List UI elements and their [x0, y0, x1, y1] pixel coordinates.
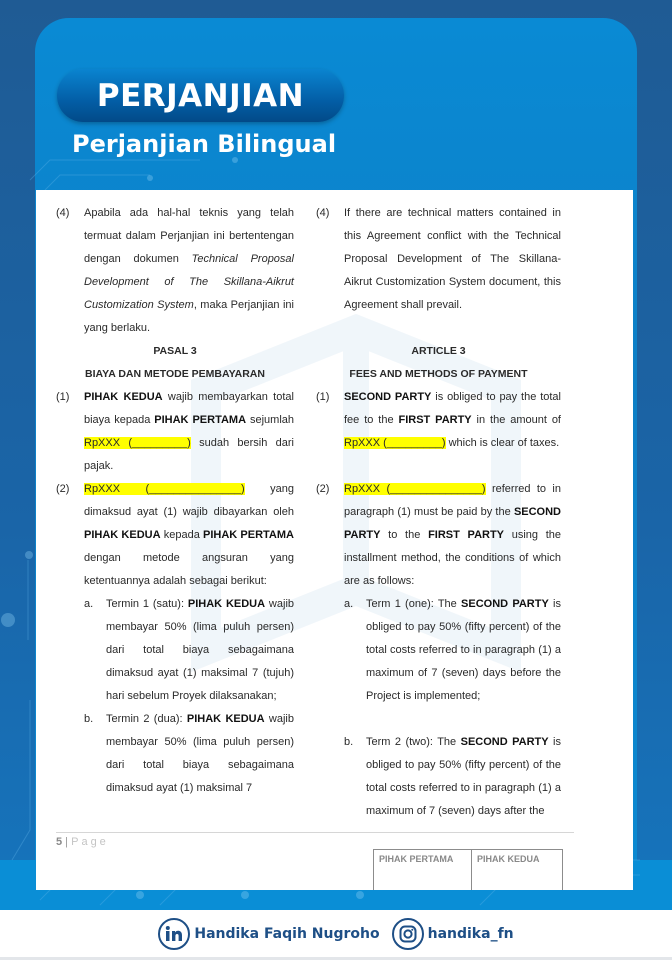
article-title-en: ARTICLE 3	[411, 345, 466, 357]
signature-box	[373, 849, 563, 890]
page-footer-divider	[56, 832, 574, 833]
article-heading-en: FEES AND METHODS OF PAYMENT	[349, 368, 528, 380]
linkedin-link[interactable]	[158, 918, 379, 950]
clause-4-en	[316, 202, 561, 317]
instagram-link[interactable]	[392, 918, 514, 950]
instagram-handle: handika_fn	[427, 925, 514, 942]
column-english	[316, 202, 561, 823]
amount-placeholder: RpXXX (_______________)	[84, 483, 245, 495]
page-number: 5 | Page	[56, 836, 109, 848]
subclause-a-en: a. Term 1 (one): The SECOND PARTY is obliged to pay 50% (fifty percent) of the total costs referred to in paragraph (1) a maximum of 7 (seven) days before the Project is implemented;	[344, 598, 561, 702]
clause-number: (1)	[316, 391, 330, 403]
title-pill	[57, 69, 344, 122]
instagram-icon	[392, 918, 424, 950]
article-heading-id: BIAYA DAN METODE PEMBAYARAN	[85, 368, 265, 380]
social-footer	[0, 910, 672, 960]
signature-first-party: PIHAK PERTAMA	[374, 850, 472, 890]
clause-1-en	[316, 386, 561, 455]
clause-number: (2)	[316, 483, 330, 495]
clause-text: Apabila ada hal-hal teknis yang telah termuat dalam Perjanjian ini bertentengan dengan dokumen Technical Proposal Development of The Skillana-Aikrut Customization System, maka Perjanjian ini yang berlaku.	[84, 207, 294, 334]
clause-number: (1)	[56, 391, 70, 403]
clause-number: (4)	[56, 207, 70, 219]
clause-2-id	[56, 478, 294, 593]
signature-second-party: PIHAK KEDUA	[477, 854, 540, 864]
subclause-b-id: b. Termin 2 (dua): PIHAK KEDUA wajib membayar 50% (lima puluh persen) dari total biaya sebagaimana dimaksud ayat (1) maksimal 7	[84, 713, 294, 794]
page-subtitle: Perjanjian Bilingual	[72, 130, 337, 158]
document-page	[36, 190, 633, 890]
clause-number: (2)	[56, 483, 70, 495]
linkedin-name: Handika Faqih Nugroho	[194, 925, 380, 942]
subclause-a-id: a. Termin 1 (satu): PIHAK KEDUA wajib membayar 50% (lima puluh persen) dari total biaya sebagaimana dimaksud ayat (1) maksimal 7 (tujuh) hari sebelum Proyek dilaksanakan;	[84, 598, 295, 702]
clause-4-id	[56, 202, 294, 340]
clause-text: RpXXX (_______________) yang dimaksud ayat (1) wajib dibayarkan oleh PIHAK KEDUA kepada PIHAK PERTAMA dengan metode angsuran yang ketentuannya adalah sebagai berikut:	[84, 483, 294, 587]
clause-2-en	[316, 478, 561, 593]
page-title: PERJANJIAN	[96, 77, 305, 114]
article-title-id: PASAL 3	[153, 345, 197, 357]
clause-text: RpXXX (_______________) referred to in paragraph (1) must be paid by the SECOND PARTY to the FIRST PARTY using the installment method, the conditions of which are as follows:	[344, 483, 562, 587]
amount-placeholder: RpXXX (_______________)	[344, 483, 486, 495]
clause-number: (4)	[316, 207, 330, 219]
column-indonesian	[56, 202, 294, 800]
clause-text: PIHAK KEDUA wajib membayarkan total biaya kepada PIHAK PERTAMA sejumlah RpXXX (_________) sudah bersih dari pajak.	[84, 391, 294, 472]
clause-text: If there are technical matters contained in this Agreement conflict with the Technical Proposal Development of The Skillana-Aikrut Customization System document, this Agreement shall prevail.	[344, 207, 561, 311]
clause-text: SECOND PARTY is obliged to pay the total fee to the FIRST PARTY in the amount of RpXXX (_________) which is clear of taxes.	[344, 391, 561, 449]
subclause-b-en: b. Term 2 (two): The SECOND PARTY is obliged to pay 50% (fifty percent) of the total costs referred to in paragraph (1) a maximum of 7 (seven) days after the	[344, 736, 562, 817]
amount-placeholder: RpXXX (_________)	[344, 437, 446, 449]
linkedin-icon	[158, 918, 190, 950]
amount-placeholder: RpXXX (_________)	[84, 437, 191, 449]
clause-1-id	[56, 386, 294, 478]
